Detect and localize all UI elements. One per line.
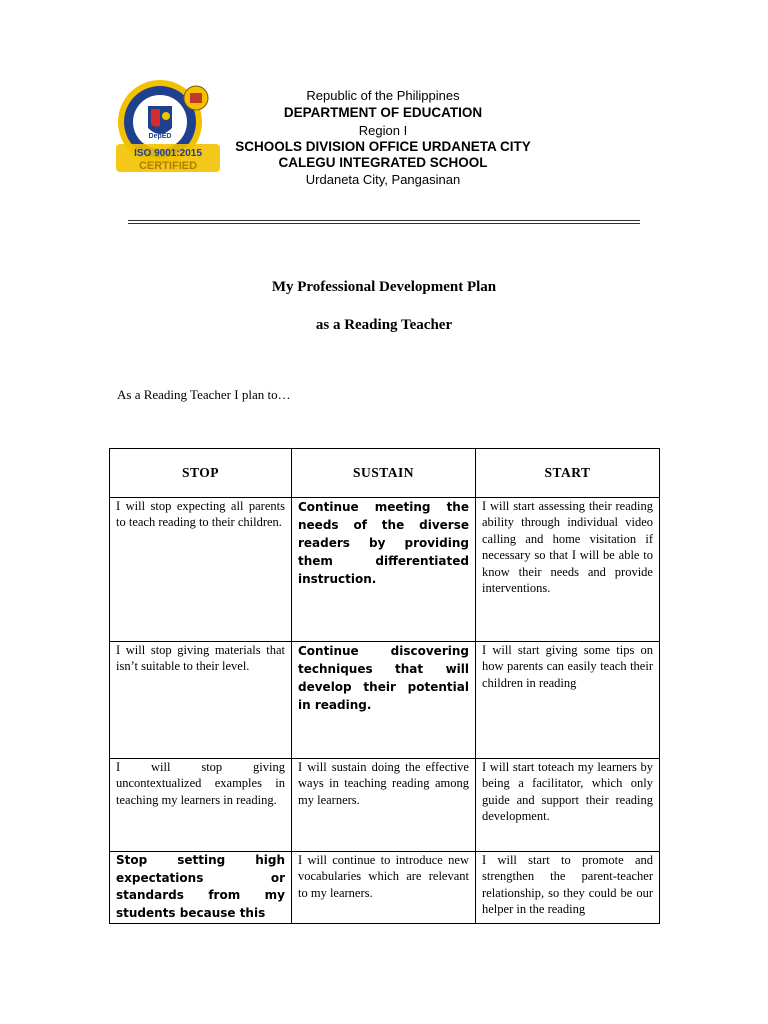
svg-text:CERTIFIED: CERTIFIED <box>138 160 198 172</box>
sustain-cell: I will continue to introduce new vocabularies which are relevant to my learners. <box>292 852 476 924</box>
table-row <box>110 498 660 642</box>
stop-cell: Stop setting high expectations or standards from my students because this <box>110 852 292 924</box>
header-sustain: SUSTAIN <box>292 449 476 498</box>
table-row <box>110 759 660 852</box>
address-line: Urdaneta City, Pangasinan <box>305 172 461 187</box>
table-row <box>110 852 660 924</box>
start-cell: I will start to promote and strengthen the parent-teacher relationship, so they could be our helper in the reading <box>476 852 660 924</box>
header-stop: STOP <box>110 449 292 498</box>
school-name-line: CALEGU INTEGRATED SCHOOL <box>278 155 488 170</box>
header-divider-second <box>128 223 640 224</box>
stop-cell: I will stop expecting all parents to teach reading to their children. <box>110 498 292 642</box>
start-cell: I will start assessing their reading ability through individual video calling and home visitation if necessary so that I will be able to know their needs and provide interventions. <box>476 498 660 642</box>
start-cell: I will start giving some tips on how parents can easily teach their children in reading <box>476 642 660 759</box>
republic-line: Republic of the Philippines <box>306 88 460 103</box>
svg-text:ISO 9001:2015: ISO 9001:2015 <box>134 148 202 159</box>
start-cell: I will start toteach my learners by being a facilitator, which only guide and support their reading development. <box>476 759 660 852</box>
table-row <box>110 642 660 759</box>
development-plan-table <box>109 448 660 924</box>
document-title: My Professional Development Plan <box>271 279 497 295</box>
sustain-cell: I will sustain doing the effective ways in teaching reading among my learners. <box>292 759 476 852</box>
sustain-cell: Continue meeting the needs of the diverse readers by providing them differentiated instruction. <box>292 498 476 642</box>
division-line: SCHOOLS DIVISION OFFICE URDANETA CITY <box>235 139 531 154</box>
svg-text:DepED: DepED <box>148 133 172 140</box>
stop-cell: I will stop giving materials that isn’t suitable to their level. <box>110 642 292 759</box>
intro-text: As a Reading Teacher I plan to… <box>117 387 291 402</box>
header-start: START <box>476 449 660 498</box>
header-divider <box>128 220 640 221</box>
stop-cell: I will stop giving uncontextualized examples in teaching my learners in reading. <box>110 759 292 852</box>
table-header-row <box>110 449 660 498</box>
sustain-cell: Continue discovering techniques that will develop their potential in reading. <box>292 642 476 759</box>
document-subtitle: as a Reading Teacher <box>315 317 453 333</box>
region-line: Region I <box>358 123 408 138</box>
school-logo <box>108 78 226 176</box>
department-line: DEPARTMENT OF EDUCATION <box>283 105 483 120</box>
